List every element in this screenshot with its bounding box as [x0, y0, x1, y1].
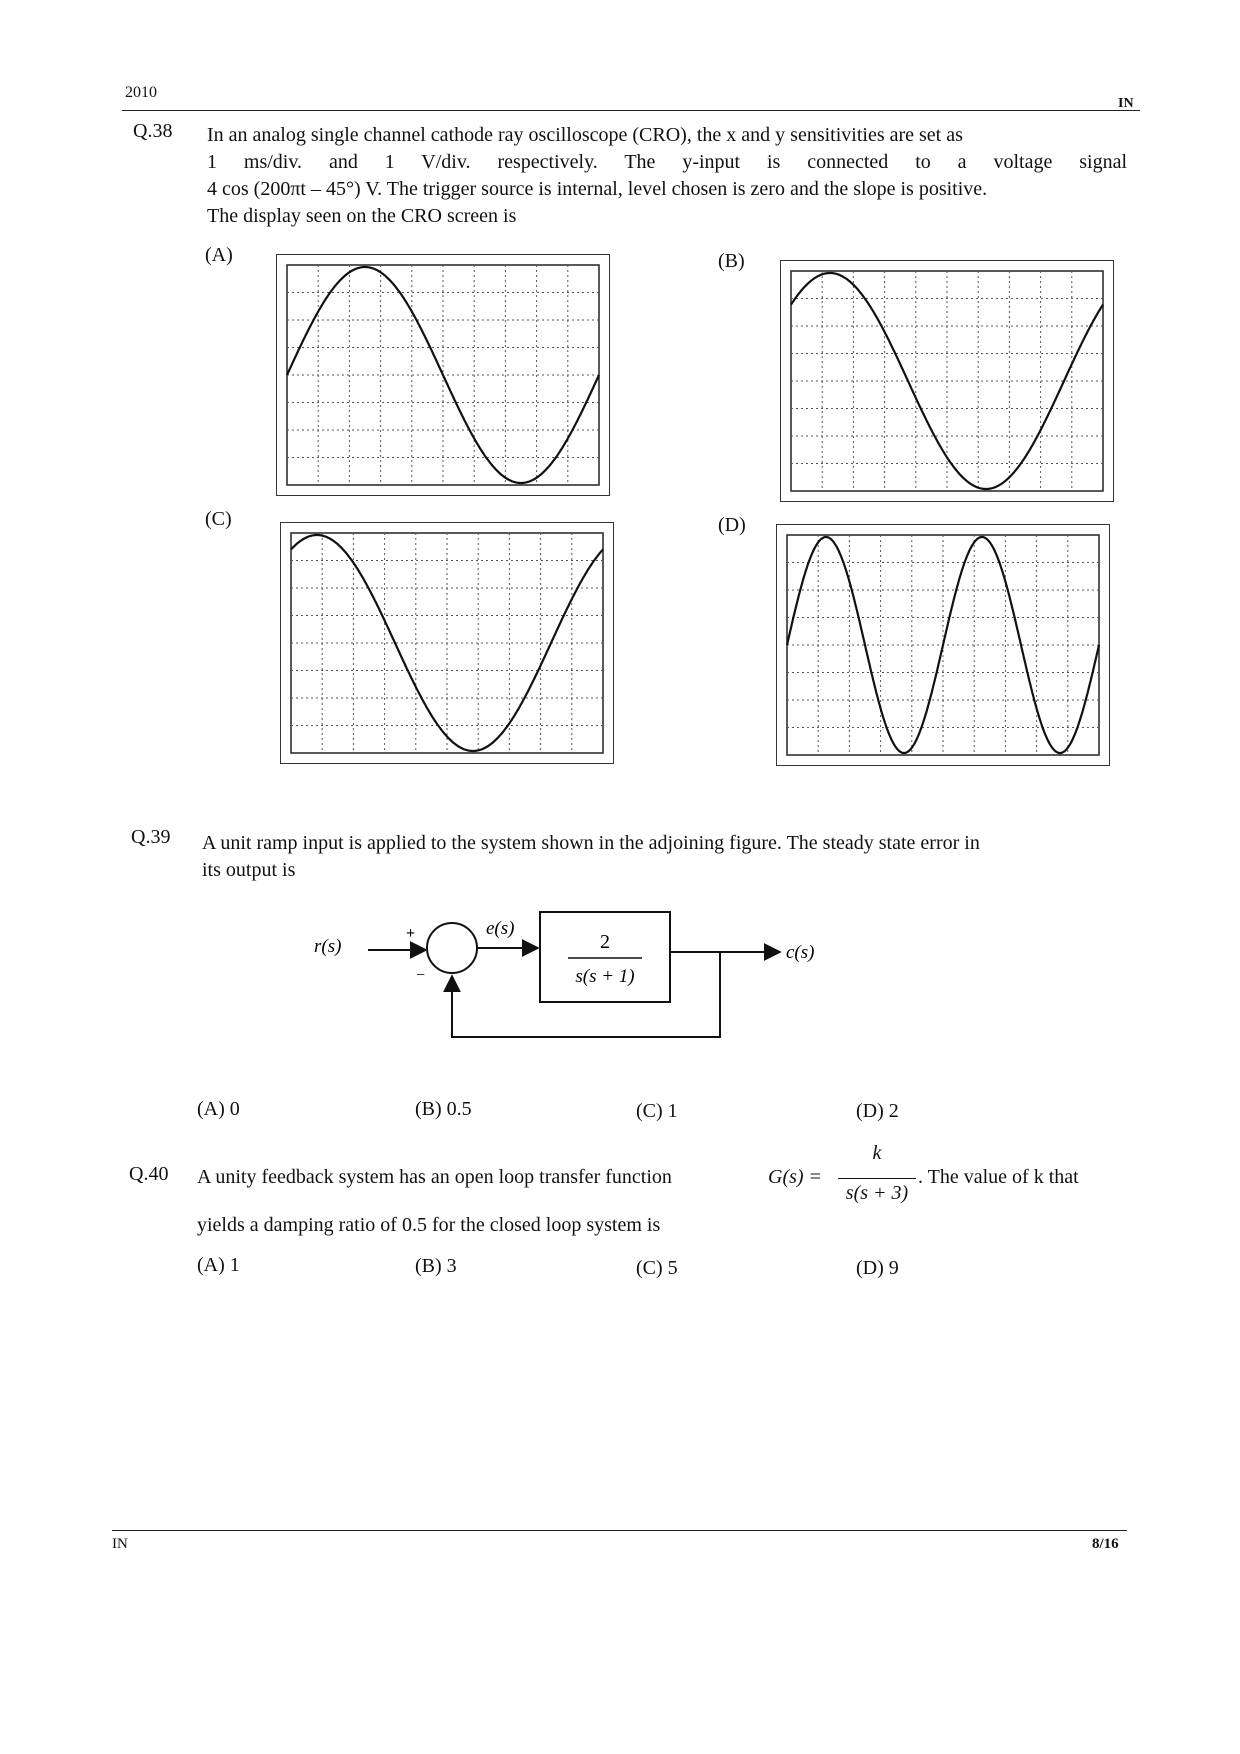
q40-answer-b: (B) 3 — [415, 1255, 457, 1277]
q38-line: 1 ms/div. and 1 V/div. respectively. The y-input is connected to a voltage signal — [207, 151, 1127, 173]
cro-screen-b-frame — [780, 260, 1114, 502]
q40-line1-pre: A unity feedback system has an open loop transfer function — [197, 1166, 672, 1188]
q39-answer-d: (D) 2 — [856, 1100, 899, 1122]
minus-sign: − — [416, 967, 426, 984]
q40-number: Q.40 — [129, 1163, 169, 1185]
footer-rule — [112, 1530, 1127, 1531]
cro-graticule — [291, 533, 603, 753]
transfer-function-block — [540, 912, 670, 1002]
q40-g-lhs: G(s) = — [768, 1166, 823, 1188]
q39-text — [202, 830, 1127, 884]
cro-screen-d-frame — [776, 524, 1110, 766]
q38-line: 4 cos (200πt – 45°) V. The trigger source is internal, level chosen is zero and the slope is positive. — [207, 178, 988, 200]
input-label: r(s) — [314, 936, 342, 957]
q38-option-d-label: (D) — [718, 514, 746, 536]
header-year: 2010 — [125, 84, 157, 101]
q39-answer-a: (A) 0 — [197, 1098, 240, 1120]
plus-sign: + — [406, 925, 416, 942]
q40-answer-d: (D) 9 — [856, 1257, 899, 1279]
q39-answer-c: (C) 1 — [636, 1100, 678, 1122]
q40-answer-c: (C) 5 — [636, 1257, 678, 1279]
q40-g-numerator: k — [872, 1142, 882, 1164]
q38-option-a-label: (A) — [205, 244, 233, 266]
footer-paper-code: IN — [112, 1536, 128, 1552]
cro-screen-c — [281, 523, 613, 763]
q40-line1-post: . The value of k that — [918, 1166, 1079, 1188]
q38-option-b-label: (B) — [718, 250, 745, 272]
footer-page-number: 8/16 — [1092, 1536, 1119, 1552]
tf-denominator: s(s + 1) — [575, 966, 635, 987]
q40-g-fraction-bar — [838, 1178, 916, 1179]
q38-option-c-label: (C) — [205, 508, 232, 530]
output-label: c(s) — [786, 942, 815, 963]
q39-block-diagram — [290, 900, 850, 1060]
feedback-path — [452, 952, 720, 1037]
error-label: e(s) — [486, 918, 515, 939]
cro-screen-d — [777, 525, 1109, 765]
q40-answer-a: (A) 1 — [197, 1254, 240, 1276]
q40-g-denominator: s(s + 3) — [845, 1182, 909, 1204]
tf-numerator: 2 — [600, 931, 610, 953]
cro-screen-a-frame — [276, 254, 610, 496]
q38-text — [207, 122, 1127, 230]
q39-number: Q.39 — [131, 826, 171, 848]
q38-number: Q.38 — [133, 120, 173, 142]
q39-line: A unit ramp input is applied to the system shown in the adjoining figure. The steady state error in — [202, 832, 980, 854]
q39-answer-b: (B) 0.5 — [415, 1098, 472, 1120]
summing-junction — [427, 923, 477, 973]
header-rule — [122, 110, 1140, 111]
cro-screen-c-frame — [280, 522, 614, 764]
q40-line2: yields a damping ratio of 0.5 for the closed loop system is — [197, 1214, 661, 1236]
cro-screen-a — [277, 255, 609, 495]
q39-line: its output is — [202, 859, 296, 881]
cro-screen-b — [781, 261, 1113, 501]
q38-line: In an analog single channel cathode ray oscilloscope (CRO), the x and y sensitivities are set as — [207, 124, 963, 146]
q38-line: The display seen on the CRO screen is — [207, 205, 517, 227]
header-paper-code: IN — [1118, 96, 1134, 111]
